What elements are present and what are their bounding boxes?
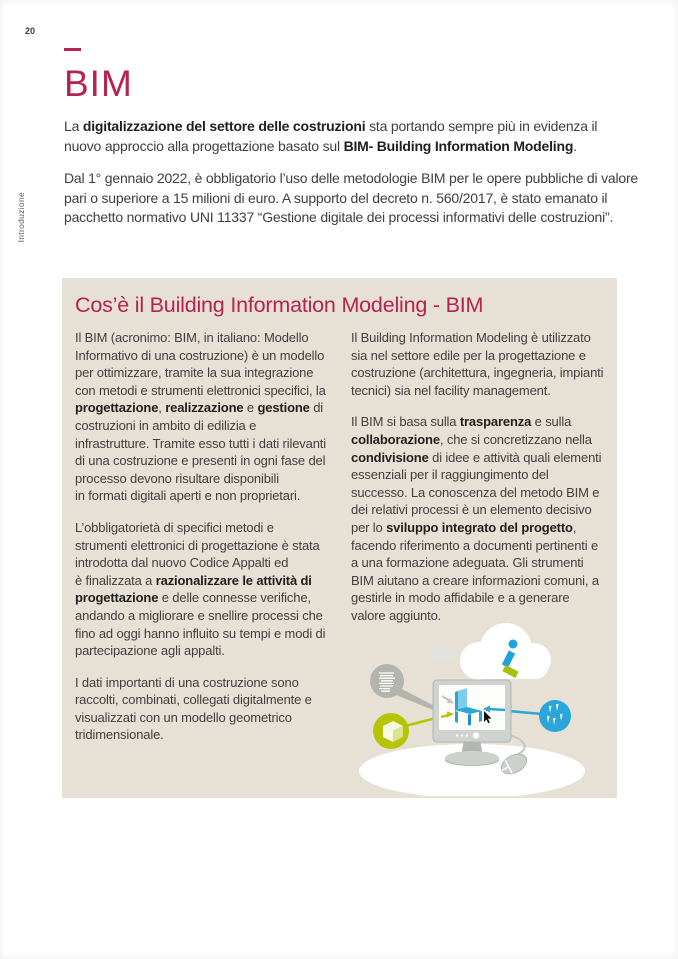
title-dash-rule	[64, 48, 81, 51]
box-paragraph: L’obbligatorietà di specifici metodi e strumenti elettronici di progettazione è stata introdotta dal nuovo Codice Appalti ed è finalizzata a razionalizzare le attività di progettazione e delle connesse verifiche, andando a migliorare e snellire processi che fino ad oggi hanno influito su tempi e modi di partecipazione agli appalti.	[75, 519, 326, 659]
info-box-title: Cos’è il Building Information Modeling - BIM	[75, 293, 484, 317]
box-paragraph: Il Building Information Modeling è utilizzato sia nel settore edile per la progettazione e costruzione (architettura, ingegneria, impianti tecnici) sia nel facility management.	[351, 330, 604, 398]
box-paragraph: I dati importanti di una costruzione sono raccolti, combinati, collegati digitalmente e visualizzati con un modello geometrico tridimensionale.	[75, 674, 312, 743]
info-box-columns	[75, 329, 604, 758]
intro-paragraph: La digitalizzazione del settore delle costruzioni sta portando sempre più in evidenza il nuovo approccio alla progettazione basato sul BIM- Building Information Modeling.	[64, 118, 598, 154]
intro-paragraph: Dal 1° gennaio 2022, è obbligatorio l’uso delle metodologie BIM per le opere pubbliche di valore pari o superiore a 15 milioni di euro. A supporto del decreto n. 560/2017, è stato emanato il pacchetto normativo UNI 11337 “Gestione digitale dei processi informativi delle costruzioni”.	[64, 170, 639, 225]
page-number: 20	[25, 26, 36, 36]
page-title: BIM	[64, 63, 133, 104]
left-column	[75, 329, 328, 758]
bim-info-box	[62, 278, 617, 798]
box-paragraph: Il BIM (acronimo: BIM, in italiano: Modello Informativo di una costruzione) è un modello per ottimizzare, tramite la sua integrazione con metodi e strumenti elettronici specifici, la progettazione, realizzazione e gestione di costruzioni in ambito di edilizia e infrastrutture. Tramite esso tutti i dati rilevanti di una costruzione e presenti in ogni fase del processo devono risultare disponibili in formati digitali aperti e non proprietari.	[75, 330, 327, 504]
intro-section	[64, 117, 638, 228]
box-paragraph: Il BIM si basa sulla trasparenza e sulla collaborazione, che si concretizzano nella condivisione di idee e attività quali elementi essenziali per il raggiungimento del successo. La conoscenza del metodo BIM e dei relativi processi è un elemento decisivo per lo sviluppo integrato del progetto, facendo riferimento a documenti pertinenti e a una formazione adeguata. Gli strumenti BIM aiutano a creare informazioni comuni, a gestirle in modo affidabile e a generare valore aggiunto.	[351, 414, 602, 623]
page-content	[64, 48, 638, 228]
right-column	[351, 329, 604, 758]
chapter-sidebar-label: Introduzione	[16, 192, 26, 243]
